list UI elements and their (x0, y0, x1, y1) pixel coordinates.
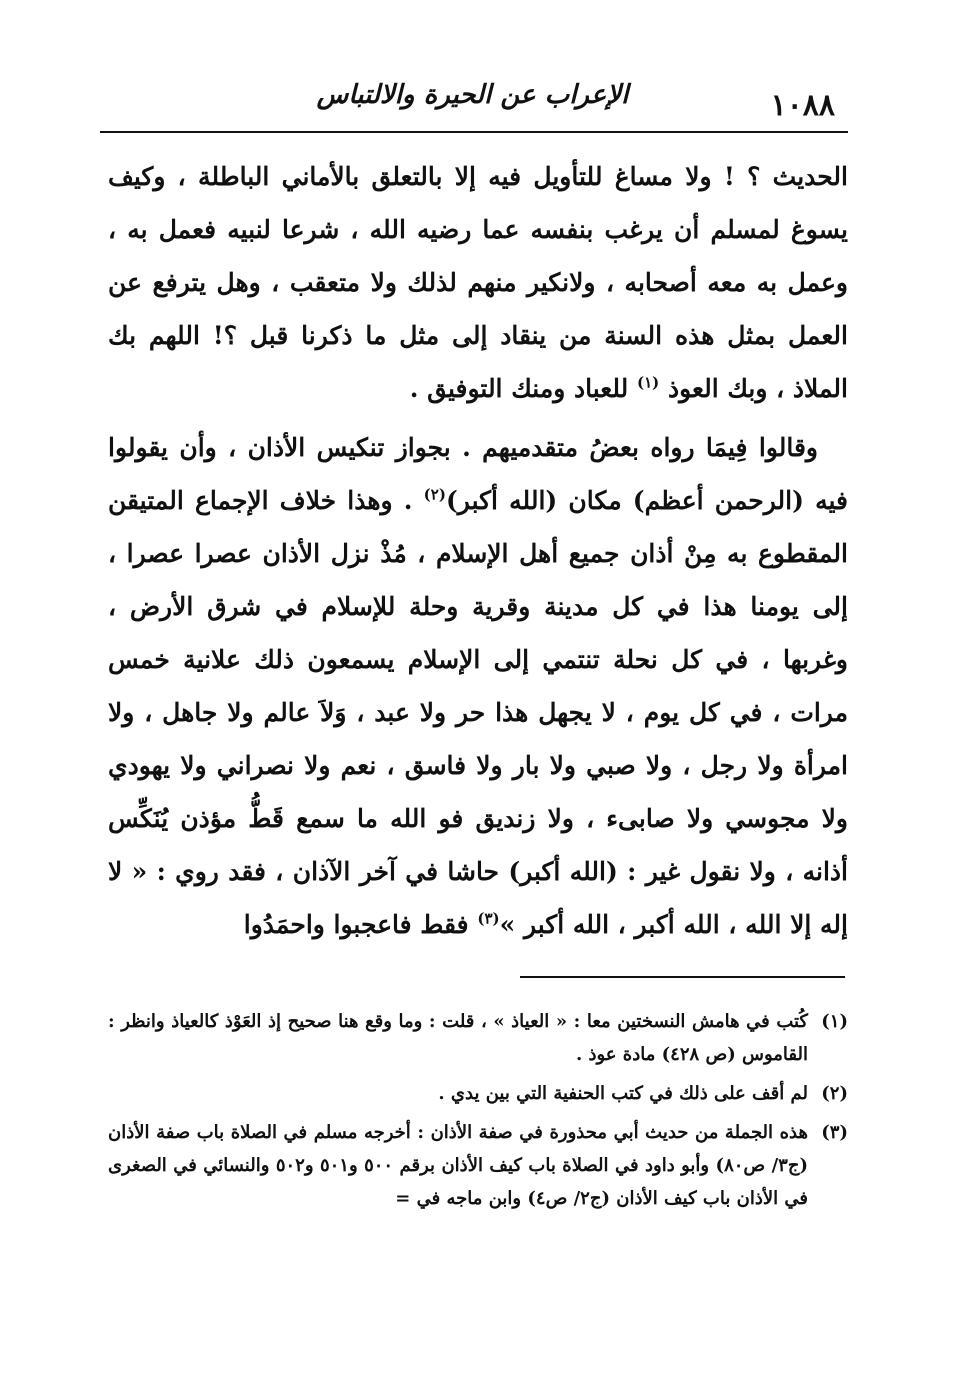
footnote-1 (108, 1005, 848, 1071)
footnote-ref-3: (٣) (477, 909, 500, 928)
footnote-marker-2: (٢) (821, 1083, 848, 1104)
paragraph-1-tail: للعباد ومنك التوفيق . (409, 374, 629, 403)
paragraph-2-tail2: فقط فاعجبوا واحمَدُوا (243, 910, 469, 939)
page-header (100, 78, 845, 130)
footnote-text-2: لم أقف على ذلك في كتب الحنفية التي بين يدي . (438, 1083, 808, 1104)
footnote-text-3: هذه الجملة من حديث أبي محذورة في صفة الأذان : أخرجه مسلم في الصلاة باب صفة الأذان (ج٣/ ص٨٠) وأبو داود في الصلاة باب كيف الأذان برقم ٥٠٠ و٥٠١ و٥٠٢ والنسائي في الصغرى في الأذان باب كيف الأذان (ج٢/ ص٤) وابن ماجه في = (108, 1122, 808, 1209)
page-number: ١٠٨٨ (770, 88, 835, 123)
footnote-2 (108, 1077, 848, 1110)
footnote-3 (108, 1116, 848, 1215)
footnote-ref-2: (٢) (423, 485, 446, 504)
paragraph-2 (108, 421, 848, 951)
paragraph-2-text: وقالوا فِيمَا رواه بعضُ متقدميهم . بجواز تنكيس الأذان ، وأن يقولوا فيه (الرحمن أعظم) مكان (الله أكبر) (108, 433, 848, 515)
paragraph-2-tail: . وهذا خلاف الإجماع المتيقن المقطوع به مِنْ أذان جميع أهل الإسلام ، مُذْ نزل الأذان عصرا عصرا ، إلى يومنا هذا في كل مدينة وقرية وحلة للإسلام في شرق الأرض ، وغربها ، في كل نحلة تنتمي إلى الإسلام يسمعون ذلك علانية خمس مرات ، في كل يوم ، لا يجهل هذا حر ولا عبد ، وَلاَ عالم ولا جاهل ، ولا امرأة ولا رجل ، ولا صبي ولا بار ولا فاسق ، نعم ولا نصراني ولا يهودي ولا مجوسي ولا صابىء ، ولا زنديق فو الله ما سمع قَطُّ مؤذن يُنَكِّس أذانه ، ولا نقول غير : (الله أكبر) حاشا في آخر الآذان ، فقد روي : « لا إله إلا الله ، الله أكبر ، الله أكبر » (108, 486, 848, 939)
header-rule (100, 131, 848, 133)
footnote-text-1: كُتب في هامش النسختين معا : « العياذ » ، قلت : وما وقع هنا صحيح إذ العَوْذ كالعياذ وانظر : القاموس (ص ٤٢٨) مادة عوذ . (108, 1011, 808, 1065)
footnotes (108, 1005, 848, 1221)
main-text (108, 150, 848, 951)
footnote-rule (520, 976, 845, 978)
footnote-marker-1: (١) (821, 1011, 848, 1032)
paragraph-1-text: الحديث ؟ ! ولا مساغ للتأويل فيه إلا بالتعلق بالأماني الباطلة ، وكيف يسوغ لمسلم أن يرغب بنفسه عما رضيه الله ، شرعا لنبيه فعمل به ، وعمل به معه أصحابه ، ولانكير منهم لذلك ولا متعقب ، وهل يترفع عن العمل بمثل هذه السنة من ينقاد إلى مثل ما ذكرنا قبل ؟! اللهم بك الملاذ ، وبك العوذ (108, 162, 848, 403)
paragraph-1 (108, 150, 848, 415)
footnote-ref-1: (١) (636, 373, 660, 392)
footnote-marker-3: (٣) (821, 1122, 848, 1143)
running-title: الإعراب عن الحيرة والالتباس (316, 80, 629, 110)
